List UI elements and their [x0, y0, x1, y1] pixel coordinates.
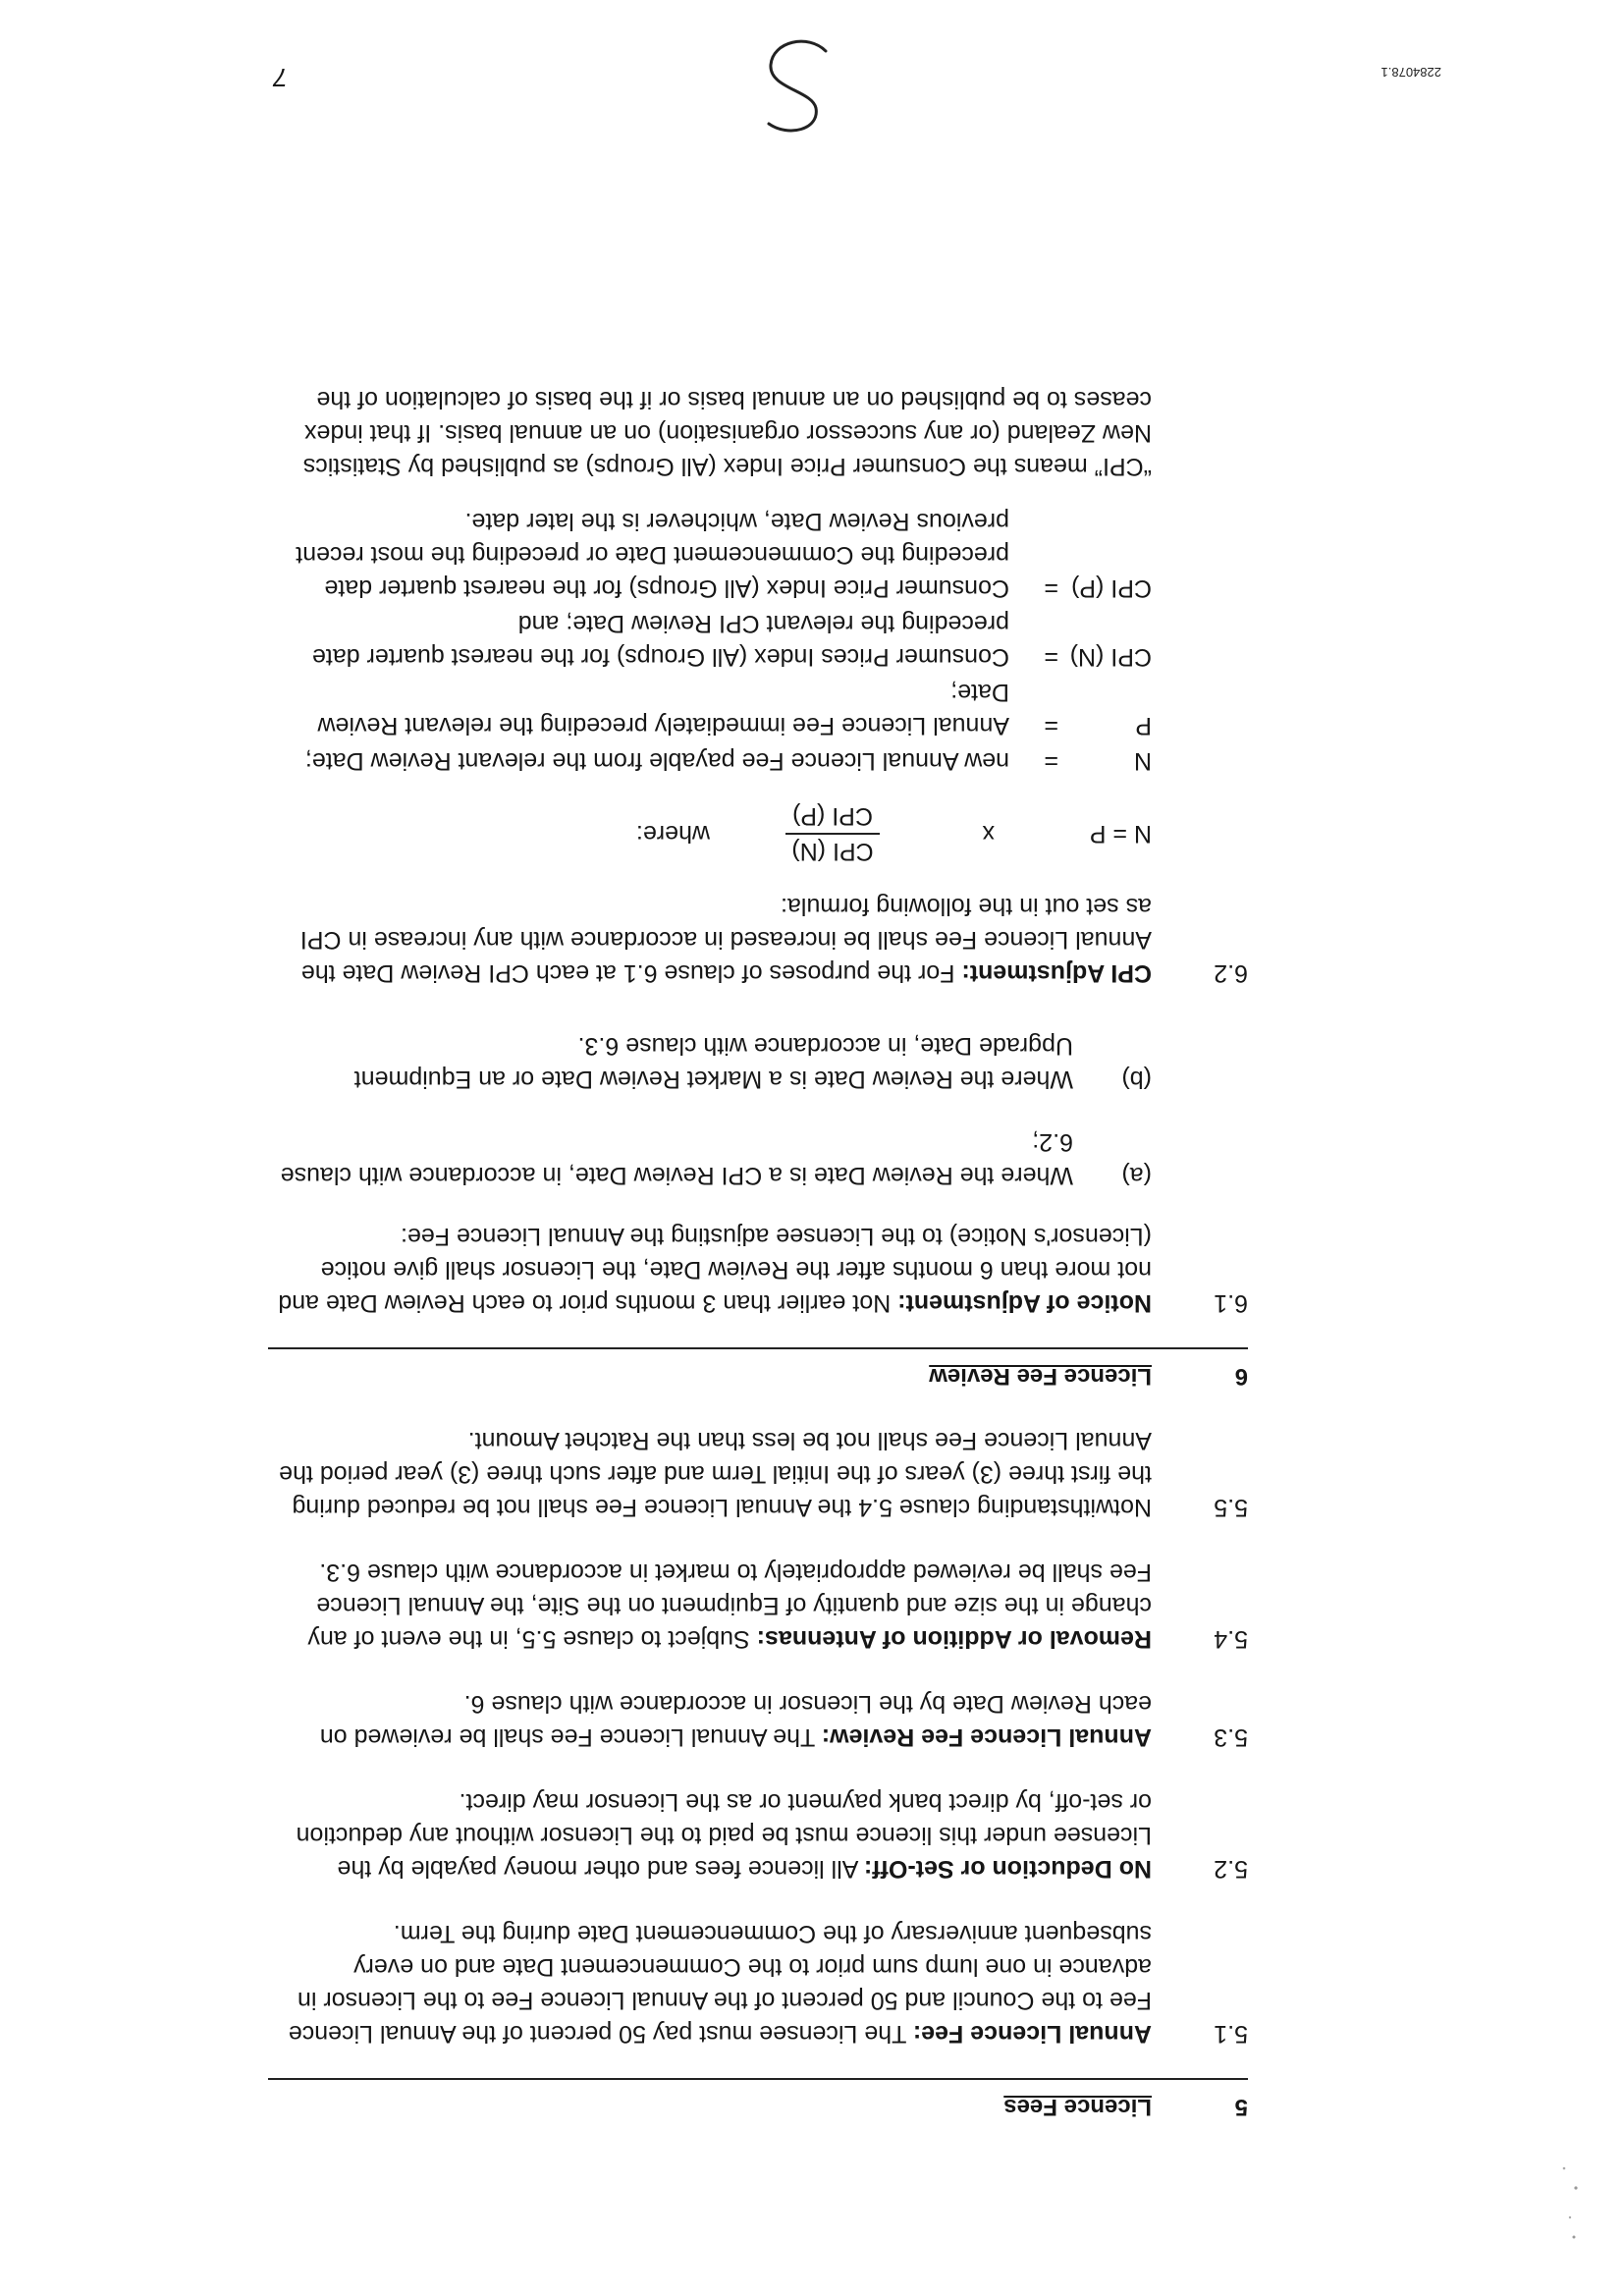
definition-equals: =: [1044, 643, 1058, 671]
section-title: Licence Fee Review: [929, 1363, 1152, 1390]
formula-denominator: CPI (P): [792, 802, 873, 830]
definition-row: [268, 676, 1152, 742]
formula-where: where:: [635, 820, 710, 847]
definition-term: CPI (N): [1069, 643, 1152, 671]
clause-heading: Annual Licence Fee Review:: [821, 1723, 1152, 1751]
cpi-formula: [268, 799, 1152, 868]
section-rule: [268, 1347, 1248, 1349]
clause-text: Notwithstanding clause 5.4 the Annual Licence Fee shall not be reduced during the first three (3) years of the Initial Term and after such three (3) year period the Annual Licence Fee shall not be less than the Ratchet Amount.: [279, 1427, 1152, 1521]
definition-row: [268, 744, 1152, 778]
clause-text: Not earlier than 3 months prior to each Review Date and not more than 6 months after the Review Date, the Licensor shall give notice (Licensor's Notice) to the Licensee adjusting the Annual Licence Fee:: [278, 1223, 1152, 1317]
clause-5-2: [268, 1785, 1248, 1886]
sub-clause-b: [268, 1029, 1152, 1096]
formula-fraction: [749, 799, 916, 868]
formula-lhs: N = P: [1089, 820, 1152, 847]
section-number: 5: [1234, 2094, 1248, 2120]
clause-5-1: [268, 1917, 1248, 2050]
definition-text: Consumer Prices Index (All Groups) for the nearest quarter date preceding the relevant CPI Review Date; and: [311, 610, 1009, 671]
formula-multiply: x: [982, 820, 995, 847]
clause-5-4: [268, 1556, 1248, 1656]
section-rule: [268, 2078, 1248, 2080]
clause-heading: No Deduction or Set-Off:: [863, 1855, 1152, 1883]
clause-number: 5.4: [1214, 1625, 1248, 1653]
document-body: [268, 352, 1248, 2123]
definition-row: [268, 607, 1152, 674]
sub-clause-text: Where the Review Date is a CPI Review Date, in accordance with clause 6.2;: [280, 1128, 1073, 1189]
definition-text: Annual Licence Fee immediately preceding the relevant Review Date;: [317, 679, 1009, 739]
clause-text: The Licensee must pay 50 percent of the Annual Licence Fee to the Council and 50 percent of the Annual Licence Fee to the Licensor in advance in one lump sum prior to the Commencement Date and on every subsequent anniversary of the Commencement Date during the Term.: [288, 1920, 1152, 2048]
clause-number: 5.3: [1214, 1723, 1248, 1751]
clause-number: 6.2: [1214, 959, 1248, 987]
clause-text: All licence fees and other money payable by the Licensee under this licence must be paid to the Licensor without any deduction or set-off, by direct bank payment or as the Licensor may direct.: [296, 1788, 1152, 1883]
clause-number: 5.1: [1214, 2020, 1248, 2048]
definition-term: CPI (P): [1071, 574, 1152, 602]
scan-specks: [1515, 2149, 1594, 2267]
clause-text: For the purposes of clause 6.1 at each CPI Review Date the Annual Licence Fee shall be increased in accordance with any increase in CPI as set out in the following formula:: [299, 893, 1152, 987]
clause-6-2: [268, 383, 1248, 990]
sub-clause-a: [268, 1125, 1152, 1192]
definition-text: new Annual Licence Fee payable from the relevant Review Date;: [304, 747, 1009, 775]
handwritten-initial: [749, 27, 838, 136]
definition-term: N: [1133, 747, 1152, 775]
definition-text: Consumer Price Index (All Groups) for the nearest quarter date preceding the Commencement Date or preceding the most recent previous Review Date, whichever is the later date.: [296, 508, 1009, 602]
definition-row: [268, 505, 1152, 605]
clause-heading: Notice of Adjustment:: [897, 1289, 1152, 1317]
clause-6-1: [268, 1000, 1248, 1320]
clause-heading: Removal or Addition of Antennas:: [756, 1625, 1152, 1653]
clause-text: Subject to clause 5.5, in the event of any change in the size and quantity of Equipment on the Site, the Annual Licence Fee shall be reviewed appropriately to market in accordance with clause 6.3.: [307, 1558, 1152, 1653]
formula-definitions: [268, 505, 1152, 778]
clause-heading: CPI Adjustment:: [961, 959, 1152, 987]
clause-number: 6.1: [1214, 1289, 1248, 1317]
page-number: 7: [273, 63, 288, 92]
sub-clause-label: (b): [1121, 1066, 1152, 1093]
clause-text: The Annual Licence Fee shall be reviewed on each Review Date by the Licensor in accordance with clause 6.: [319, 1690, 1152, 1751]
document-reference: 2284078.1: [1380, 65, 1441, 80]
clause-number: 5.5: [1214, 1494, 1248, 1521]
section-title: Licence Fees: [1003, 2094, 1152, 2120]
clause-heading: Annual Licence Fee:: [912, 2020, 1152, 2048]
definition-term: P: [1135, 712, 1152, 739]
section-number: 6: [1234, 1363, 1248, 1390]
formula-numerator: CPI (N): [785, 833, 879, 868]
definition-equals: =: [1044, 712, 1058, 739]
section-heading: [268, 2090, 1248, 2123]
clause-5-3: [268, 1687, 1248, 1754]
definition-equals: =: [1044, 574, 1058, 602]
cpi-definition-note: “CPI” means the Consumer Price Index (All Groups) as published by Statistics New Zealand (or any successor organisation) on an annual basis. If that index ceases to be published on an annual basis or if the basis of calculation of the: [302, 386, 1152, 480]
clause-5-5: [268, 1424, 1248, 1524]
clause-number: 5.2: [1214, 1855, 1248, 1883]
sub-clause-text: Where the Review Date is a Market Review Date or an Equipment Upgrade Date, in accordance with clause 6.3.: [353, 1032, 1073, 1093]
section-heading: [268, 1359, 1248, 1393]
definition-equals: =: [1044, 747, 1058, 775]
sub-clause-label: (a): [1121, 1162, 1152, 1189]
